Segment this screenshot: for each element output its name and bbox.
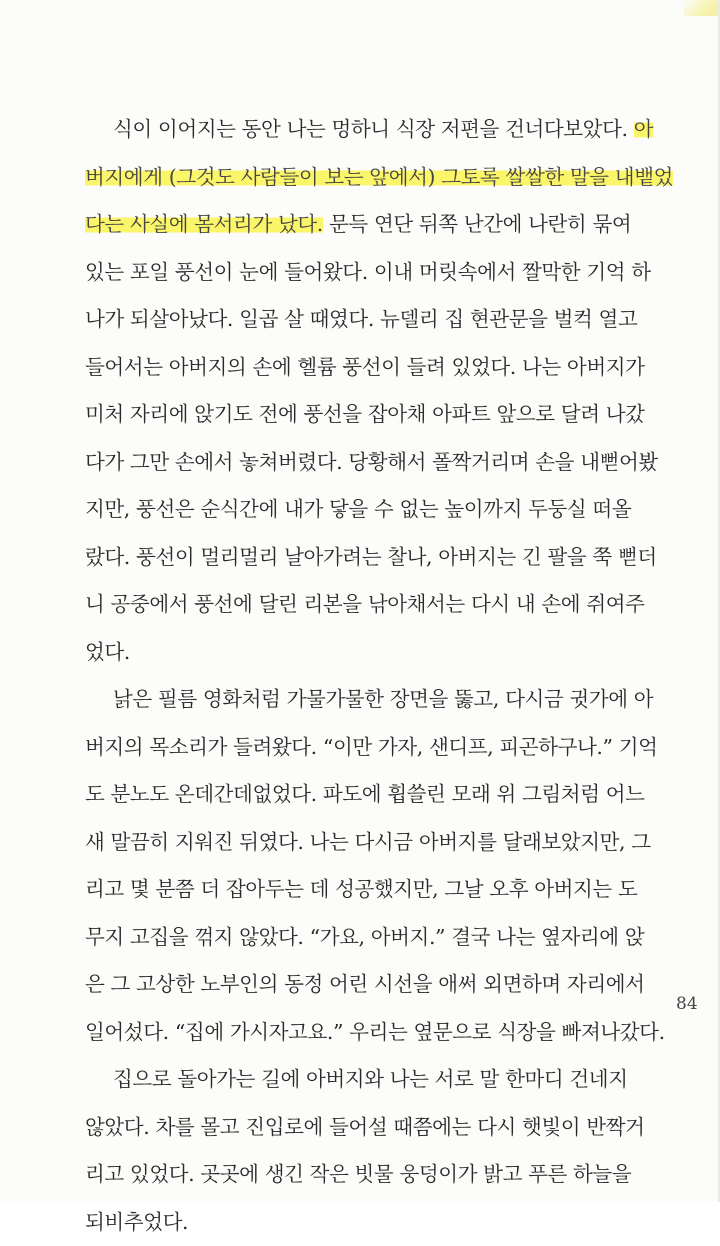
text-line: 집으로 돌아가는 길에 아버지와 나는 서로 말 한마디 건네지 [85,1056,615,1104]
text-line: 버지의 목소리가 들려왔다. “이만 가자, 샌디프, 피곤하구나.” 기억 [85,724,615,772]
text-line: 있는 포일 풍선이 눈에 들어왔다. 이내 머릿속에서 짤막한 기억 하 [85,249,615,297]
text-line: 낡은 필름 영화처럼 가물가물한 장면을 뚫고, 다시금 귓가에 아 [85,676,615,724]
text-line: 었다. [85,629,615,677]
text-line: 일어섰다. “집에 가시자고요.” 우리는 옆문으로 식장을 빠져나갔다. [85,1009,615,1057]
text-line: 미처 자리에 앉기도 전에 풍선을 잡아채 아파트 앞으로 달려 나갔 [85,391,615,439]
text-line [85,154,615,202]
text-line: 않았다. 차를 몰고 진입로에 들어설 때쯤에는 다시 햇빛이 반짝거 [85,1104,615,1152]
text-line: 니 공중에서 풍선에 달린 리본을 낚아채서는 다시 내 손에 쥐여주 [85,581,615,629]
highlighted-text: 다는 사실에 몸서리가 났다. [85,212,323,236]
text-line: 새 말끔히 지워진 뒤였다. 나는 다시금 아버지를 달래보았지만, 그 [85,819,615,867]
text-line: 리고 몇 분쯤 더 잡아두는 데 성공했지만, 그날 오후 아버지는 도 [85,866,615,914]
text-line: 도 분노도 온데간데없었다. 파도에 휩쓸린 모래 위 그림처럼 어느 [85,771,615,819]
highlighted-text: 버지에게 (그것도 사람들이 보는 앞에서) 그토록 쌀쌀한 말을 내뱉었 [85,165,673,189]
text-line: 되비추었다. [85,1199,615,1246]
highlighted-text: 아 [634,117,653,141]
text-line: 랐다. 풍선이 멀리멀리 날아가려는 찰나, 아버지는 긴 팔을 쭉 뻗더 [85,534,615,582]
text-line: 지만, 풍선은 순식간에 내가 닿을 수 없는 높이까지 두둥실 떠올 [85,486,615,534]
text-line: 다가 그만 손에서 놓쳐버렸다. 당황해서 폴짝거리며 손을 내뻗어봤 [85,439,615,487]
text-line: 다는 사실에 몸서리가 났다. 문득 연단 뒤쪽 난간에 나란히 묶여 [85,201,615,249]
text-line: 은 그 고상한 노부인의 동정 어린 시선을 애써 외면하며 자리에서 [85,961,615,1009]
text-line: 들어서는 아버지의 손에 헬륨 풍선이 들려 있었다. 나는 아버지가 [85,344,615,392]
body-text [85,106,615,1246]
page-number: 84 [676,994,698,1014]
text-line: 나가 되살아났다. 일곱 살 때였다. 뉴델리 집 현관문을 벌컥 열고 [85,296,615,344]
text-line: 리고 있었다. 곳곳에 생긴 작은 빗물 웅덩이가 밝고 푸른 하늘을 [85,1151,615,1199]
text-line: 무지 고집을 꺾지 않았다. “가요, 아버지.” 결국 나는 옆자리에 앉 [85,914,615,962]
highlighter-mark [684,0,718,16]
text-line: 식이 이어지는 동안 나는 멍하니 식장 저편을 건너다보았다. 아 [85,106,615,154]
